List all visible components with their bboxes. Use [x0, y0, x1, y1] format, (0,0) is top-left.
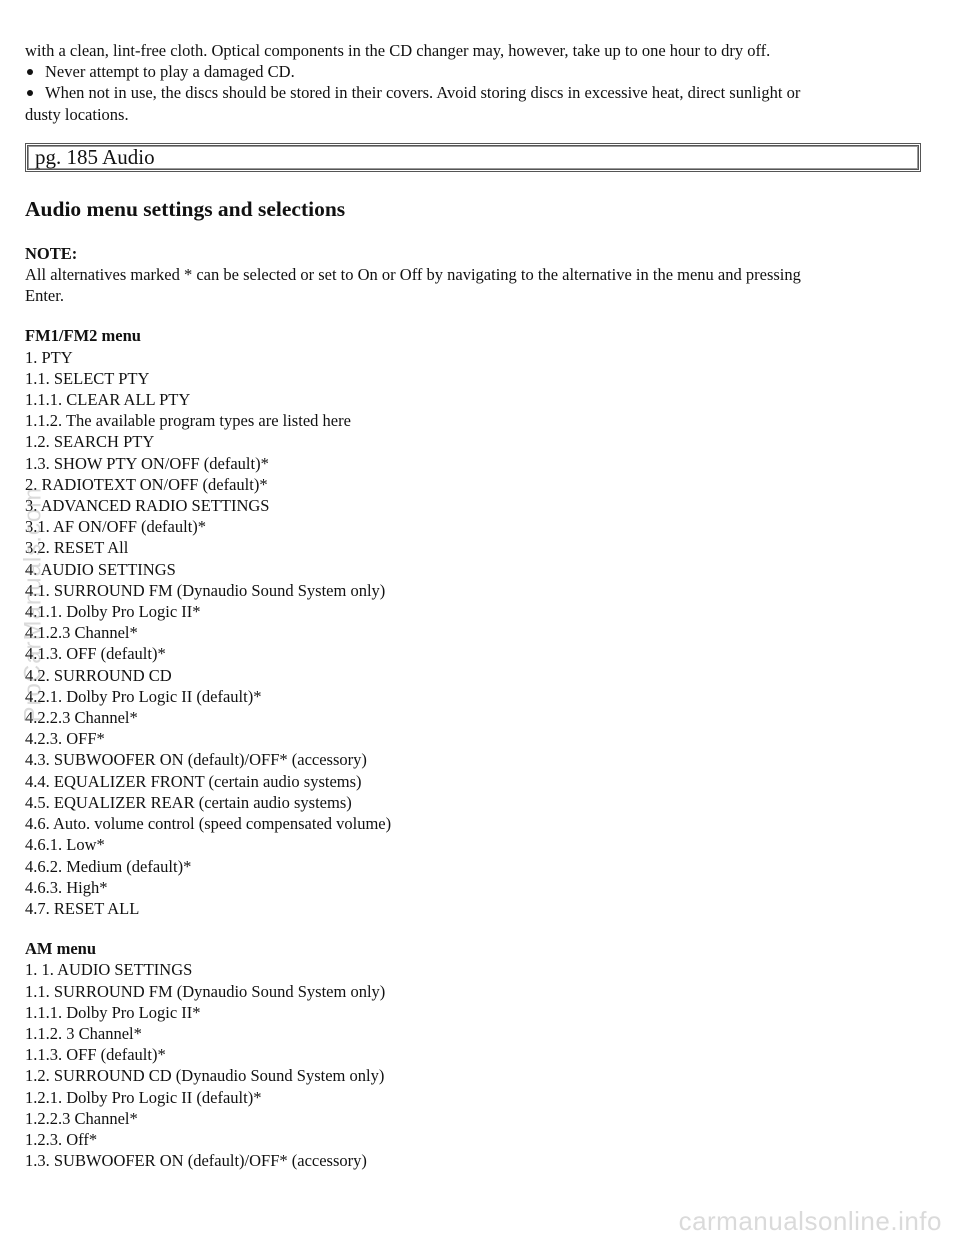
- footer-watermark: carmanualsonline.info: [678, 1205, 942, 1236]
- bullet-dot-icon: [27, 69, 33, 75]
- care-bullet-list: [25, 61, 937, 125]
- bullet-continuation-text: dusty locations.: [25, 104, 129, 124]
- note-text-line-2: Enter.: [25, 286, 64, 306]
- intro-continuation: with a clean, lint-free cloth. Optical components in the CD changer may, however, take up to one hour to dry off.: [25, 41, 771, 60]
- menu-item: 4.6.2. Medium (default)*: [25, 856, 192, 876]
- menu-item: 4.6.1. Low*: [25, 835, 105, 855]
- menu-item: 1.1.1. Dolby Pro Logic II*: [25, 1002, 201, 1022]
- menu-item: 4.2.2.3 Channel*: [25, 708, 138, 728]
- menu-item: 4.4. EQUALIZER FRONT (certain audio systems): [25, 771, 362, 791]
- section-title: Audio menu settings and selections: [25, 196, 346, 221]
- menu-item: 4.2. SURROUND CD: [25, 665, 172, 685]
- menu-item: 1. 1. AUDIO SETTINGS: [25, 960, 193, 980]
- menu-item: 4.1.2.3 Channel*: [25, 623, 138, 643]
- page-banner: [25, 143, 921, 172]
- menu-item: 3.1. AF ON/OFF (default)*: [25, 517, 207, 537]
- menu-item: 1.2.2.3 Channel*: [25, 1108, 138, 1128]
- menu-item: 4.5. EQUALIZER REAR (certain audio systems): [25, 792, 352, 812]
- menu-item: 1.3. SHOW PTY ON/OFF (default)*: [25, 453, 269, 473]
- bullet-continuation: [25, 104, 937, 125]
- menu-item: 4.2.1. Dolby Pro Logic II (default)*: [25, 686, 262, 706]
- menu-item: 1.1.2. The available program types are listed here: [25, 411, 351, 431]
- menu-item: 4.1. SURROUND FM (Dynaudio Sound System only): [25, 580, 386, 600]
- bullet-item: [25, 82, 937, 103]
- menu-item: 1.2. SEARCH PTY: [25, 432, 155, 452]
- note-label: NOTE:: [25, 243, 78, 263]
- side-watermark-text: ProCarManuals.com: [19, 487, 47, 723]
- menu-item: 4.2.3. OFF*: [25, 729, 105, 749]
- bullet-text: Never attempt to play a damaged CD.: [45, 62, 295, 82]
- menu-item: 1.2. SURROUND CD (Dynaudio Sound System only): [25, 1066, 385, 1086]
- bullet-item: [25, 61, 937, 82]
- menu-item: 4.6.3. High*: [25, 877, 108, 897]
- menu-item: 4. AUDIO SETTINGS: [25, 559, 176, 579]
- menu-item: 1.2.3. Off*: [25, 1129, 98, 1149]
- menu-item: 1. PTY: [25, 347, 73, 367]
- menu-item: 1.1. SELECT PTY: [25, 368, 150, 388]
- menu-item: 1.2.1. Dolby Pro Logic II (default)*: [25, 1087, 262, 1107]
- menu-item: 1.1.2. 3 Channel*: [25, 1023, 142, 1043]
- fm-menu-title: FM1/FM2 menu: [25, 326, 141, 346]
- menu-item: 1.1. SURROUND FM (Dynaudio Sound System only): [25, 981, 386, 1001]
- menu-item: 1.3. SUBWOOFER ON (default)/OFF* (accessory): [25, 1151, 367, 1171]
- am-menu-title: AM menu: [25, 939, 97, 959]
- menu-item: 4.3. SUBWOOFER ON (default)/OFF* (accessory): [25, 750, 367, 770]
- menu-item: 3. ADVANCED RADIO SETTINGS: [25, 496, 270, 516]
- menu-item: 2. RADIOTEXT ON/OFF (default)*: [25, 474, 268, 494]
- bullet-dot-icon: [27, 90, 33, 96]
- am-menu-list: [25, 959, 937, 1171]
- menu-item: 3.2. RESET All: [25, 538, 129, 558]
- menu-item: 4.6. Auto. volume control (speed compensated volume): [25, 814, 392, 834]
- note-text-line-1: All alternatives marked * can be selected or set to On or Off by navigating to the alternative in the menu and pressing: [25, 265, 801, 285]
- menu-item: 1.1.3. OFF (default)*: [25, 1045, 166, 1065]
- page-banner-label: pg. 185 Audio: [35, 145, 155, 170]
- menu-item: 4.7. RESET ALL: [25, 898, 140, 918]
- menu-item: 4.1.3. OFF (default)*: [25, 644, 166, 664]
- menu-item: 1.1.1. CLEAR ALL PTY: [25, 390, 191, 410]
- fm-menu-list: [25, 347, 937, 919]
- document-page: [25, 0, 937, 1171]
- bullet-text: When not in use, the discs should be stored in their covers. Avoid storing discs in excessive heat, direct sunlight or: [45, 83, 801, 103]
- menu-item: 4.1.1. Dolby Pro Logic II*: [25, 602, 201, 622]
